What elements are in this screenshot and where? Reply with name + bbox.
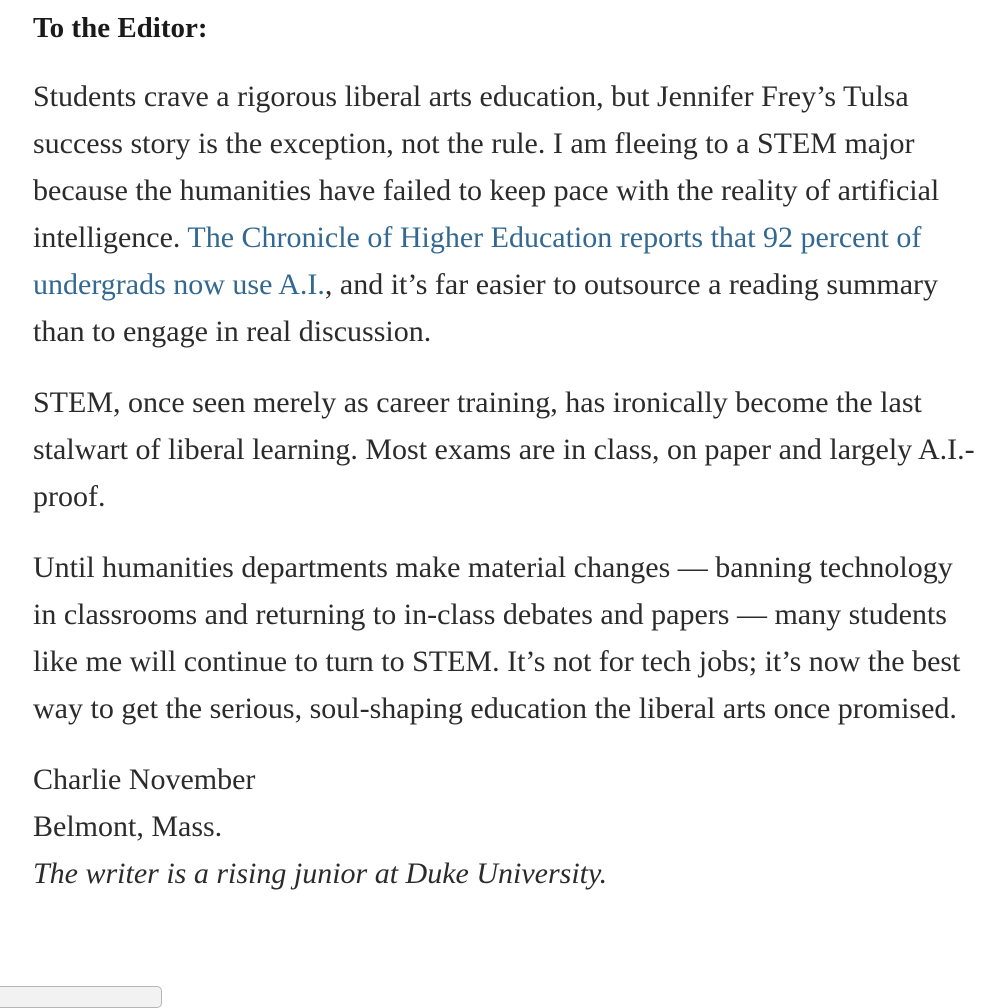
letter-to-editor	[33, 8, 978, 897]
letter-salutation: To the Editor:	[33, 12, 208, 44]
letter-paragraph-3: Until humanities departments make material changes — banning technology in classrooms and returning to in-class debates and papers — many students like me will continue to turn to STEM. It’s not for tech jobs; it’s now the best way to get the serious, soul-shaping education the liberal arts once promised.	[33, 551, 961, 725]
letter-paragraph-2: STEM, once seen merely as career training, has ironically become the last stalwart of liberal learning. Most exams are in class, on paper and largely A.I.-proof.	[33, 386, 975, 513]
paragraph-text: , and it’s far easier to outsource a reading summary than to engage in real discussion.	[33, 268, 939, 348]
author-note: The writer is a rising junior at Duke University.	[33, 857, 608, 890]
paragraph-text: Students crave a rigorous liberal arts education, but Jennifer Frey’s Tulsa success story is the exception, not the rule. I am fleeing to a STEM major because the humanities have failed to keep pace with the reality of artificial intelligence.	[33, 80, 940, 254]
chronicle-report-link[interactable]: The Chronicle of Higher Education reports that 92 percent of undergrads now use A.I.	[33, 221, 922, 301]
letter-signoff	[33, 756, 978, 897]
author-location: Belmont, Mass.	[33, 810, 223, 843]
letter-paragraph-1	[33, 73, 978, 355]
status-bar	[0, 986, 162, 1008]
author-name: Charlie November	[33, 763, 256, 796]
